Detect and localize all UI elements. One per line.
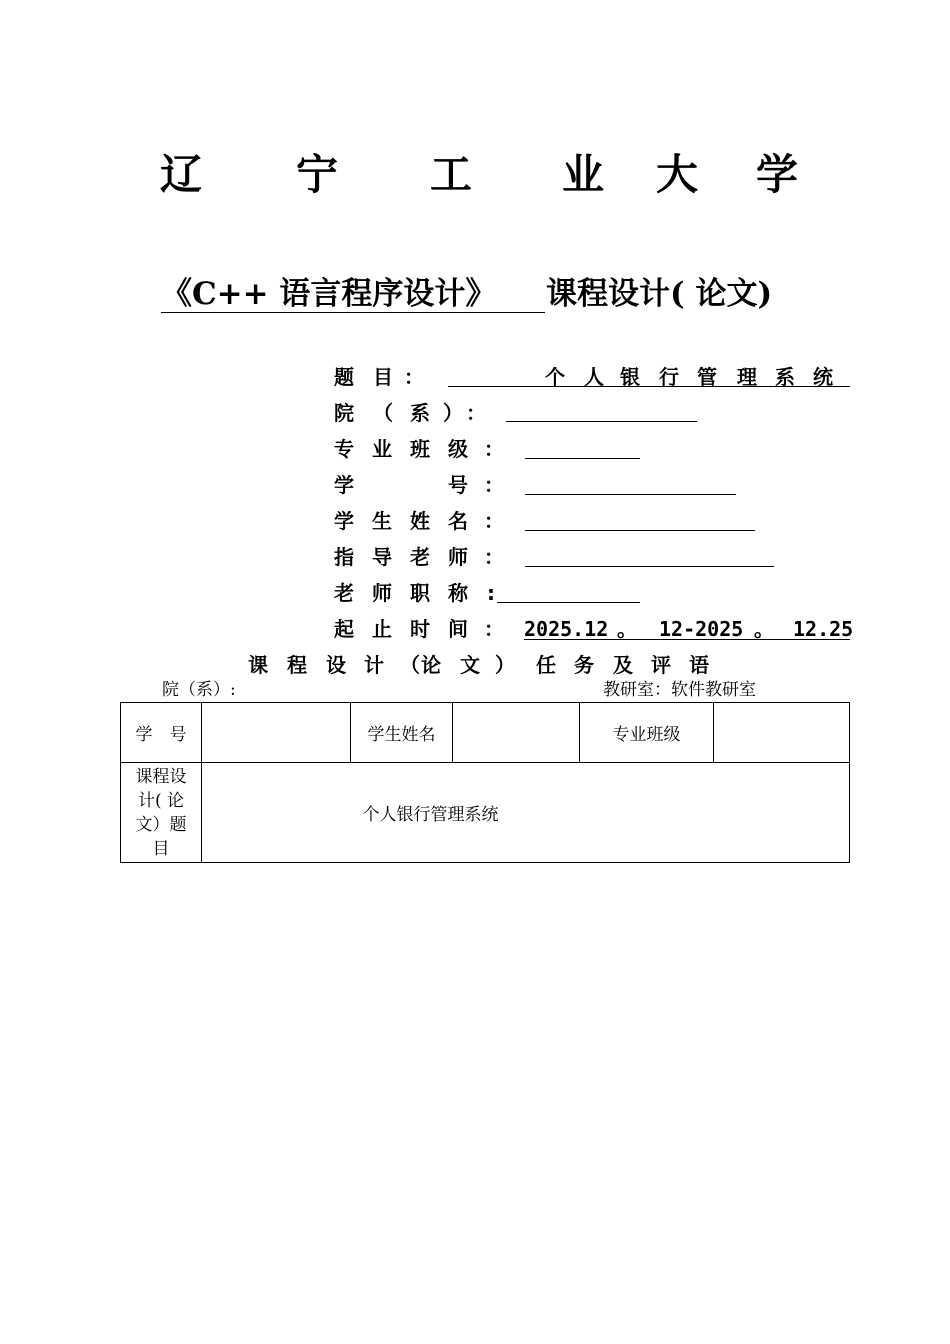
label-char: 号 [448, 473, 468, 497]
label-char: 学 [334, 473, 354, 497]
label-char: ： [466, 401, 486, 425]
course-name-underline [161, 312, 545, 313]
student-name-row [0, 508, 950, 536]
university-name [0, 148, 950, 208]
label-char: 导 [372, 545, 392, 569]
label-char: 师 [448, 545, 468, 569]
major-class-value-cell[interactable] [714, 703, 850, 763]
label-char: 班 [410, 437, 430, 461]
label-char: ： [484, 437, 504, 461]
label-char: 名 [448, 509, 468, 533]
table-row [121, 703, 850, 763]
label-char: 时 [410, 617, 430, 641]
label-char: : [487, 581, 495, 605]
label-char: 级 [448, 437, 468, 461]
label-char: 生 [372, 509, 392, 533]
label-char: 称 [448, 581, 468, 605]
label-char: 业 [372, 437, 392, 461]
major-class-field-line[interactable] [525, 458, 640, 459]
label-char: ： [404, 365, 424, 389]
student-id-field-line[interactable] [525, 494, 736, 495]
course-title [0, 272, 950, 322]
label-char: 题 [334, 365, 354, 389]
course-info-table [120, 702, 850, 863]
advisor-title-row [0, 580, 950, 608]
dept-row [0, 400, 950, 428]
task-section-title: 课 程 设 计 （ 论 文 ） 任 务 及 评 语 [248, 653, 709, 677]
label-char: 老 [410, 545, 430, 569]
student-id-value-cell[interactable] [202, 703, 351, 763]
label-char: 起 [334, 617, 354, 641]
advisor-row [0, 544, 950, 572]
label-char: 师 [372, 581, 392, 605]
label-char: 职 [410, 581, 430, 605]
label-char: 老 [334, 581, 354, 605]
label-char: ） [443, 401, 463, 425]
table-row [121, 763, 850, 863]
label-char: ： [484, 473, 504, 497]
university-char: 业 [562, 150, 605, 199]
label-char: ： [484, 545, 504, 569]
topic-label-cell: 课程设 计( 论 文）题 目 [121, 763, 202, 863]
university-char: 辽 [160, 150, 203, 199]
topic-row: 题 目 ： 个 人 银 行 管 理 系 统 [334, 365, 833, 389]
label-char: 指 [334, 545, 354, 569]
advisor-title-field-line[interactable] [497, 602, 640, 603]
course-name: 《C++ 语言程序设计》 [161, 276, 497, 312]
topic-value-cell: 个人银行管理系统 [202, 763, 850, 863]
teaching-office: 教研室：软件教研室 [603, 680, 756, 700]
label-char: 专 [334, 437, 354, 461]
period-underline [524, 639, 850, 640]
university-char: 宁 [296, 150, 339, 199]
label-char: 系 [410, 401, 430, 425]
major-class-label-cell: 专业班级 [580, 703, 714, 763]
label-char: 院 [334, 401, 354, 425]
label-char: 目 [373, 365, 393, 389]
label-char: ： [484, 617, 504, 641]
university-char: 大 [656, 150, 699, 199]
dept-line-left: 院（系）: [162, 680, 236, 700]
university-char: 学 [756, 150, 799, 199]
label-char: （ [373, 401, 393, 425]
student-name-value-cell[interactable] [453, 703, 580, 763]
dept-field-line[interactable] [506, 421, 697, 422]
label-char: ： [484, 509, 504, 533]
student-name-field-line[interactable] [525, 530, 755, 531]
label-char: 间 [448, 617, 468, 641]
university-char: 工 [430, 150, 473, 199]
label-char: 姓 [410, 509, 430, 533]
label-char: 止 [372, 617, 392, 641]
student-id-row [0, 472, 950, 500]
period-row: 起 止 时 间 ： 2025.12 。 12-2025 。 12.25 [334, 617, 854, 641]
label-char: 学 [334, 509, 354, 533]
topic-underline [448, 386, 850, 387]
student-id-label-cell: 学 号 [121, 703, 202, 763]
major-class-row [0, 436, 950, 464]
course-design-label: 课程设计( 论文) [546, 276, 773, 312]
student-name-label-cell: 学生姓名 [351, 703, 453, 763]
advisor-field-line[interactable] [525, 566, 774, 567]
